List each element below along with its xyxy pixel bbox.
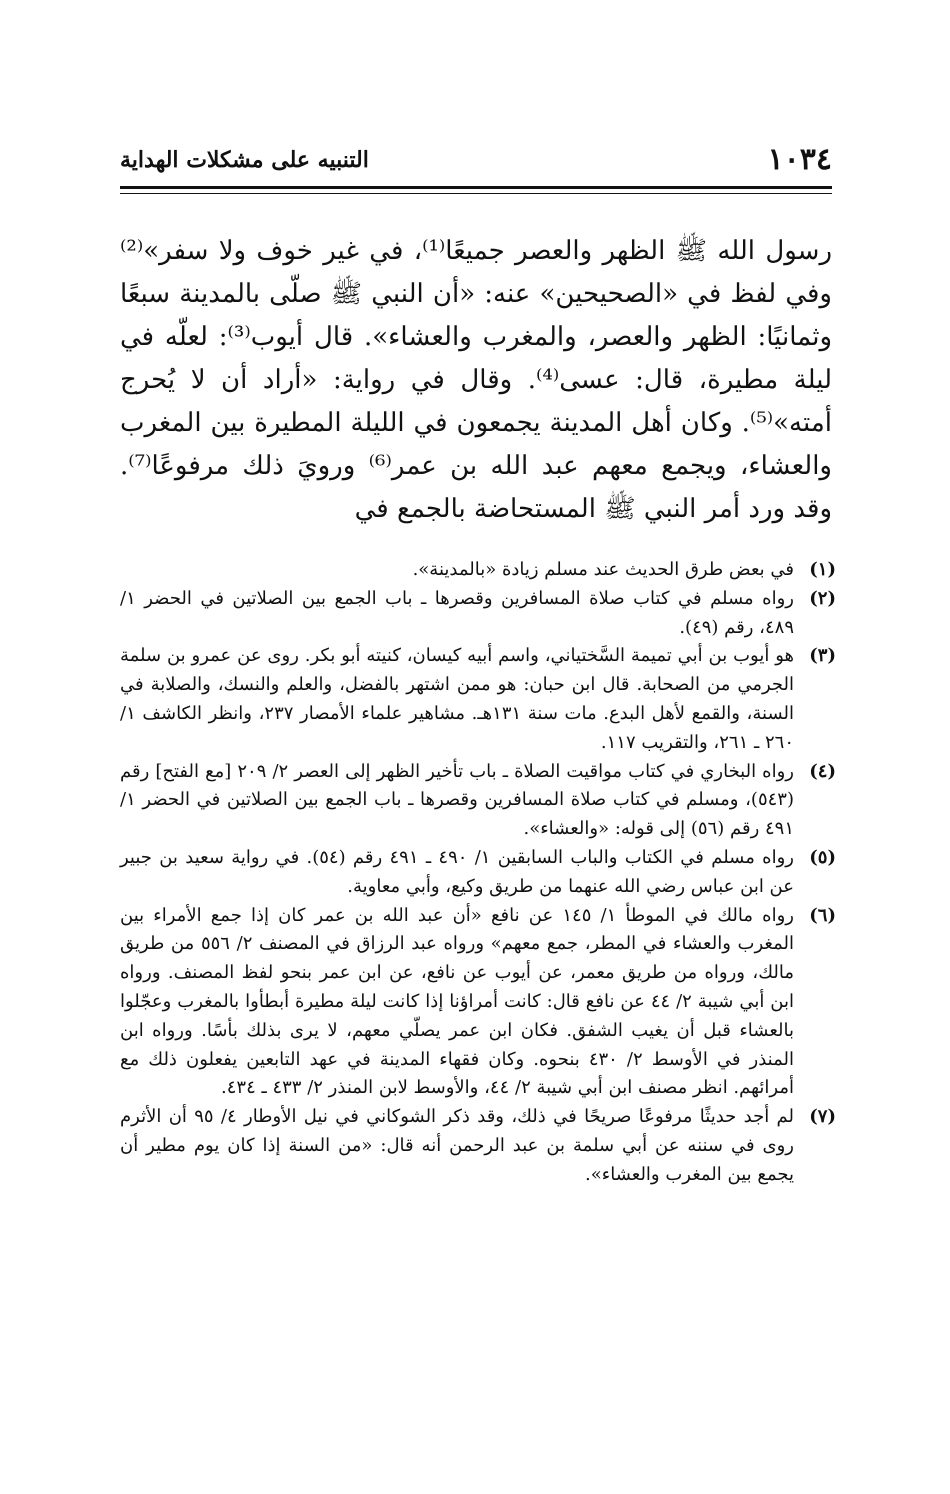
footnote-text: رواه مسلم في كتاب صلاة المسافرين وقصرها ـ باب الجمع بين الصلاتين في الحضر ١/ ٤٨٩، رقم (٤٩). [120,587,794,638]
footnote-number: (٧) [809,1106,836,1128]
footnote-5 [120,844,836,902]
footnote-number: (٥) [809,846,836,868]
footnote-6 [120,902,836,1104]
footnote-text: رواه مالك في الموطأ ١/ ١٤٥ عن نافع «أن عبد الله بن عمر كان إذا جمع الأمراء بين المغرب والعشاء في المطر، جمع معهم» ورواه عبد الرزاق في المصنف ٢/ ٥٥٦ من طريق مالك، ورواه من طريق معمر، عن أيوب عن نافع، عن ابن عمر بنحو لفظ المصنف. ورواه ابن أبي شيبة ٢/ ٤٤ عن نافع قال: كانت أمراؤنا إذا كانت ليلة مطيرة أبطأوا بالمغرب وعجّلوا بالعشاء قبل أن يغيب الشفق. فكان ابن عمر يصلّي معهم، لا يرى بذلك بأسًا. ورواه ابن المنذر في الأوسط ٢/ ٤٣٠ بنحوه. وكان فقهاء المدينة في عهد التابعين يفعلون ذلك مع أمرائهم. انظر مصنف ابن أبي شيبة ٢/ ٤٤، والأوسط لابن المنذر ٢/ ٤٣٣ ـ ٤٣٤. [120,904,794,1099]
footnote-number: (٢) [809,587,836,609]
header-rule-thin [120,193,832,194]
footnotes [120,556,836,1190]
main-text [120,230,832,531]
footnote-number: (١) [809,559,836,580]
footnote-1 [120,556,836,585]
page-number: ١٠٣٤ [767,142,832,177]
footnote-number: (٦) [809,904,836,926]
footnote-3 [120,642,836,757]
footnote-number: (٤) [809,760,836,782]
header-rule-thick [120,186,832,189]
footnote-4 [120,758,836,844]
running-title: التنبيه على مشكلات الهداية [120,147,369,173]
footnote-number: (٣) [809,645,836,667]
main-paragraph: رسول الله ﷺ الظهر والعصر جميعًا⁽¹⁾، في غير خوف ولا سفر»⁽²⁾ وفي لفظ في «الصحيحين» عنه: «أن النبي ﷺ صلّى بالمدينة سبعًا وثمانيًا: الظهر والعصر، والمغرب والعشاء». قال أيوب⁽³⁾: لعلّه في ليلة مطيرة، قال: عسى⁽⁴⁾. وقال في رواية: «أراد أن لا يُحرج أمته»⁽⁵⁾. وكان أهل المدينة يجمعون في الليلة المطيرة بين المغرب والعشاء، ويجمع معهم عبد الله بن عمر⁽⁶⁾ ورويَ ذلك مرفوعًا⁽⁷⁾. وقد ورد أمر النبي ﷺ المستحاضة بالجمع في [120,236,833,524]
footnote-2 [120,585,836,643]
footnote-text: لم أجد حديثًا مرفوعًا صريحًا في ذلك، وقد ذكر الشوكاني في نيل الأوطار ٤/ ٩٥ أن الأثرم روى في سننه عن أبي سلمة بن عبد الرحمن أنه قال: «من السنة إذا كان يوم مطير أن يجمع بين المغرب والعشاء». [120,1106,794,1185]
footnote-text: في بعض طرق الحديث عند مسلم زيادة «بالمدينة». [412,559,794,580]
footnote-text: هو أيوب بن أبي تميمة السَّختياني، واسم أبيه كيسان، كنيته أبو بكر. روى عن عمرو بن سلمة الجرمي من الصحابة. قال ابن حبان: هو ممن اشتهر بالفضل، والعلم والنسك، والصلابة في السنة، والقمع لأهل البدع. مات سنة ١٣١هـ. مشاهير علماء الأمصار ٢٣٧، وانظر الكاشف ١/ ٢٦٠ ـ ٢٦١، والتقريب ١١٧. [120,645,794,753]
footnote-7 [120,1103,836,1189]
footnote-text: رواه البخاري في كتاب مواقيت الصلاة ـ باب تأخير الظهر إلى العصر ٢/ ٢٠٩ [مع الفتح] رقم (٥٤٣)، ومسلم في كتاب صلاة المسافرين وقصرها ـ باب الجمع بين الصلاتين في الحضر ١/ ٤٩١ رقم (٥٦) إلى قوله: «والعشاء». [120,760,794,840]
footnote-text: رواه مسلم في الكتاب والباب السابقين ١/ ٤٩٠ ـ ٤٩١ رقم (٥٤). في رواية سعيد بن جبير عن ابن عباس رضي الله عنهما من طريق وكيع، وأبي معاوية. [120,846,794,897]
page-header [120,140,832,180]
